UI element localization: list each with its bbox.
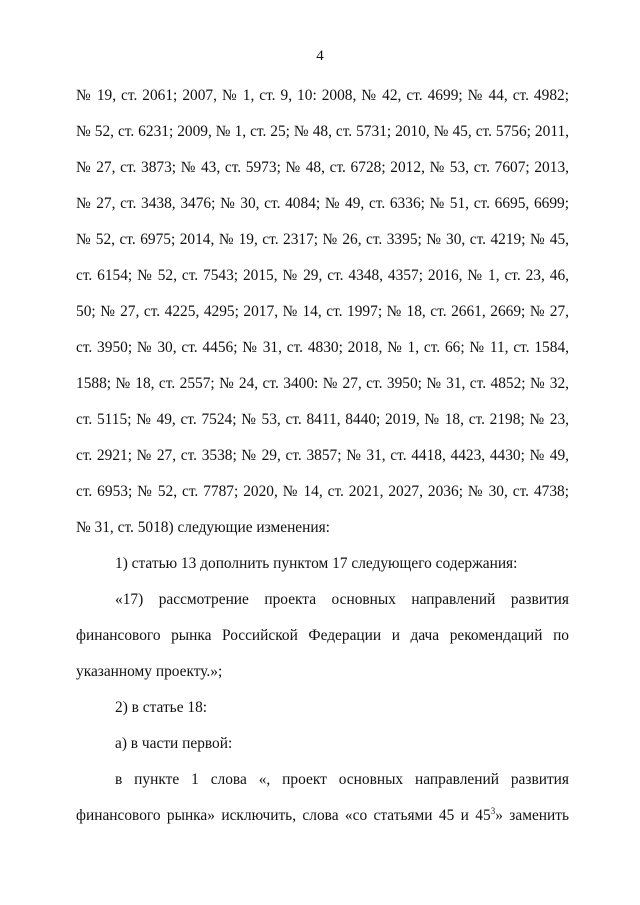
list-item-2: 2) в статье 18: — [115, 699, 208, 716]
page-number: 4 — [316, 48, 324, 64]
quoted-text-line: «17) рассмотрение проекта основных направлений развития — [115, 591, 569, 608]
superscript: 3 — [490, 805, 496, 816]
text-line: ст. 6953; № 52, ст. 7787; 2020, № 14, ст. 2021, 2027, 2036; № 30, ст. 4738; — [76, 483, 569, 500]
text-line: ст. 5115; № 49, ст. 7524; № 53, ст. 8411, 8440; 2019, № 18, ст. 2198; № 23, — [76, 411, 569, 428]
text-line: ст. 3950; № 30, ст. 4456; № 31, ст. 4830; 2018, № 1, ст. 66; № 11, ст. 1584, — [76, 339, 569, 356]
paragraph-text: финансового рынка» исключить, слова «со статьями 45 и 45 — [76, 807, 491, 824]
text-line: ст. 6154; № 52, ст. 7543; 2015, № 29, ст. 4348, 4357; 2016, № 1, ст. 23, 46, — [76, 267, 569, 284]
text-line: № 27, ст. 3873; № 43, ст. 5973; № 48, ст. 6728; 2012, № 53, ст. 7607; 2013, — [76, 159, 569, 176]
text-line: № 31, ст. 5018) следующие изменения: — [76, 519, 330, 536]
quoted-text-line: финансового рынка Российской Федерации и дача рекомендаций по — [76, 627, 569, 644]
paragraph-line: в пункте 1 слова «, проект основных направлений развития — [115, 771, 569, 788]
paragraph-text-tail: » заменить — [495, 807, 569, 824]
text-line: 1588; № 18, ст. 2557; № 24, ст. 3400: № 27, ст. 3950; № 31, ст. 4852; № 32, — [76, 375, 569, 392]
text-line: 50; № 27, ст. 4225, 4295; 2017, № 14, ст. 1997; № 18, ст. 2661, 2669; № 27, — [76, 303, 569, 320]
text-line: ст. 2921; № 27, ст. 3538; № 29, ст. 3857; № 31, ст. 4418, 4423, 4430; № 49, — [76, 447, 569, 464]
text-line: № 52, ст. 6975; 2014, № 19, ст. 2317; № 26, ст. 3395; № 30, ст. 4219; № 45, — [76, 231, 569, 248]
text-line: № 52, ст. 6231; 2009, № 1, ст. 25; № 48, ст. 5731; 2010, № 45, ст. 5756; 2011, — [76, 123, 569, 140]
text-line: № 27, ст. 3438, 3476; № 30, ст. 4084; № 49, ст. 6336; № 51, ст. 6695, 6699; — [76, 195, 569, 212]
sub-item-a: а) в части первой: — [115, 735, 233, 752]
text-line: № 19, ст. 2061; 2007, № 1, ст. 9, 10: 2008, № 42, ст. 4699; № 44, ст. 4982; — [76, 87, 569, 104]
quoted-text-line: указанному проекту.»; — [76, 663, 223, 680]
paragraph-line — [76, 806, 569, 826]
list-item-1: 1) статью 13 дополнить пунктом 17 следующего содержания: — [115, 555, 518, 572]
